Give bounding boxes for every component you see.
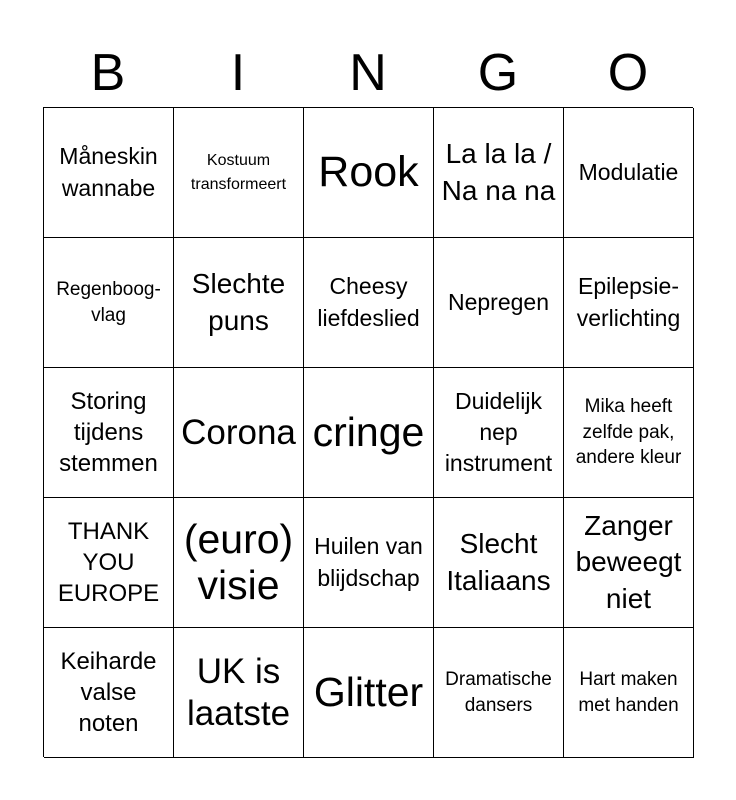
bingo-grid	[43, 107, 693, 757]
bingo-cell[interactable]: Duidelijk nep instrument	[434, 368, 564, 498]
bingo-cell[interactable]: THANK YOU EUROPE	[44, 498, 174, 628]
bingo-cell[interactable]: Hart maken met handen	[564, 628, 694, 758]
bingo-cell[interactable]: Slecht Italiaans	[434, 498, 564, 628]
header-letter-i: I	[230, 44, 246, 102]
bingo-cell[interactable]: Glitter	[304, 628, 434, 758]
bingo-cell[interactable]: cringe	[304, 368, 434, 498]
bingo-cell[interactable]: Regenboog-vlag	[44, 238, 174, 368]
bingo-cell[interactable]: (euro) visie	[174, 498, 304, 628]
bingo-cell[interactable]: La la la / Na na na	[434, 108, 564, 238]
bingo-cell[interactable]: Huilen van blijdschap	[304, 498, 434, 628]
bingo-cell[interactable]: Epilepsie-verlichting	[564, 238, 694, 368]
bingo-cell[interactable]: Storing tijdens stemmen	[44, 368, 174, 498]
header-letter-b: B	[90, 44, 126, 102]
bingo-cell[interactable]: Modulatie	[564, 108, 694, 238]
bingo-cell[interactable]: Keiharde valse noten	[44, 628, 174, 758]
bingo-cell[interactable]: Kostuum transformeert	[174, 108, 304, 238]
bingo-cell[interactable]: UK is laatste	[174, 628, 304, 758]
header-letter-g: G	[477, 44, 519, 102]
bingo-cell[interactable]: Mika heeft zelfde pak, andere kleur	[564, 368, 694, 498]
bingo-cell[interactable]: Nepregen	[434, 238, 564, 368]
bingo-cell[interactable]: Rook	[304, 108, 434, 238]
bingo-cell[interactable]: Corona	[174, 368, 304, 498]
bingo-cell[interactable]: Slechte puns	[174, 238, 304, 368]
header-letter-o: O	[607, 44, 649, 102]
bingo-cell[interactable]: Dramatische dansers	[434, 628, 564, 758]
bingo-header	[43, 38, 693, 108]
bingo-cell[interactable]: Cheesy liefdeslied	[304, 238, 434, 368]
bingo-cell[interactable]: Zanger beweegt niet	[564, 498, 694, 628]
bingo-cell[interactable]: Måneskin wannabe	[44, 108, 174, 238]
header-letter-n: N	[349, 44, 387, 102]
